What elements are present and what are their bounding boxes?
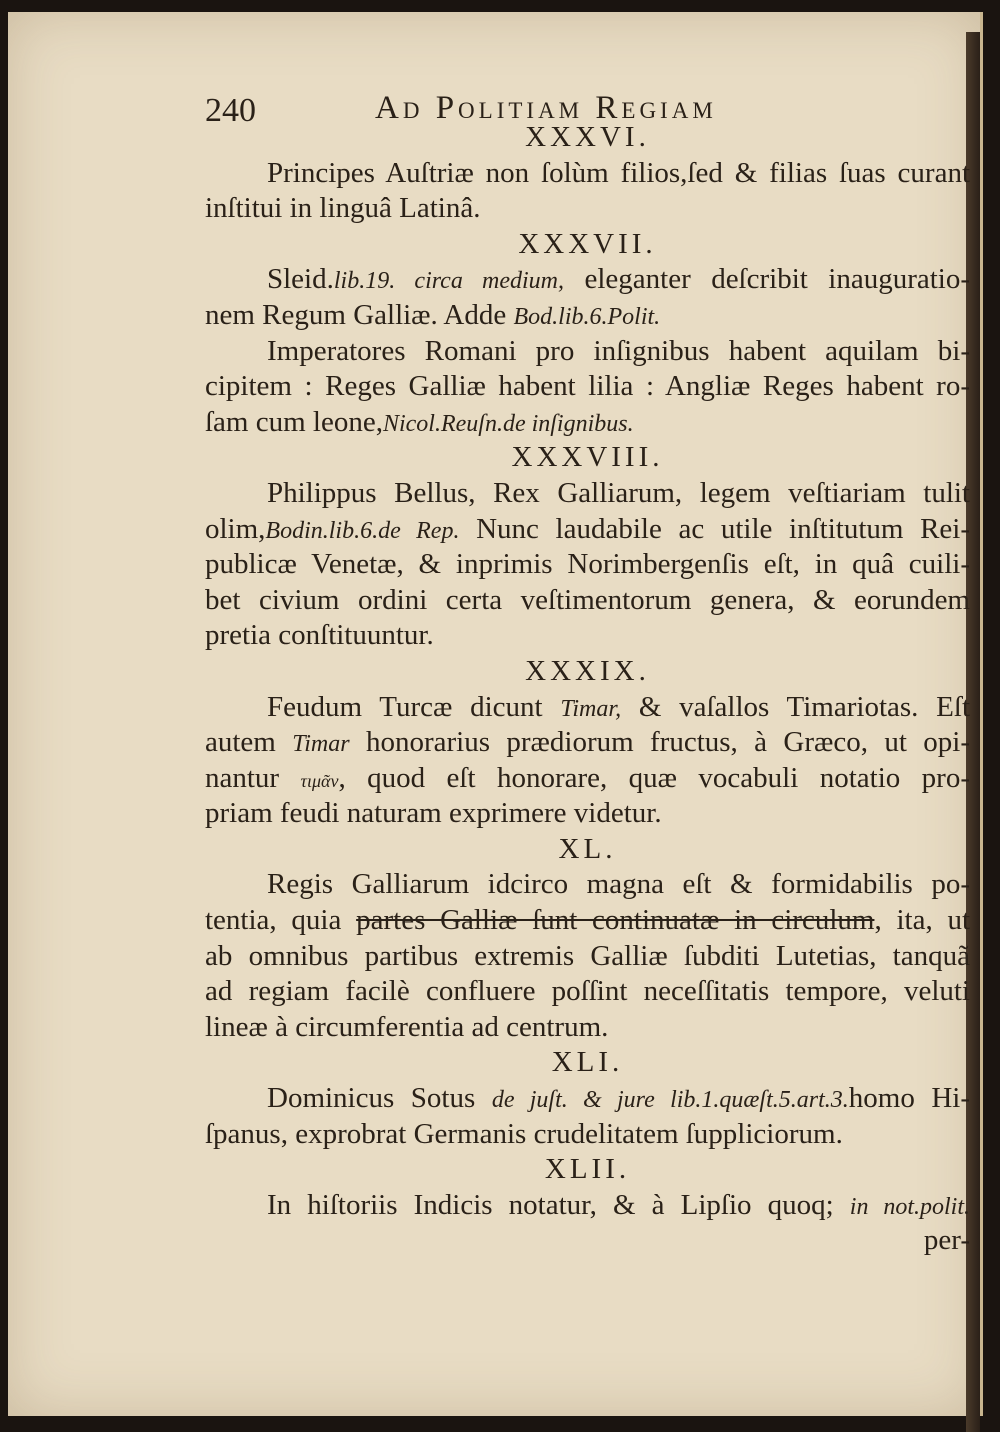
text-span: & vaſallos Timariotas. Eſt (621, 690, 971, 723)
text-span: honorarius prædiorum fructus, à Græco, ut opi- (349, 726, 970, 759)
catchword: per- (923, 1224, 970, 1257)
text-line (205, 405, 970, 441)
text-line: publicæ Venetæ, & inprimis Norimbergenſis eſt, in quâ cuili- (205, 548, 970, 581)
text-span: ſam cum leone, (205, 405, 383, 438)
section-heading: XL. (558, 832, 617, 865)
text-line: Imperatores Romani pro inſignibus habent aquilam bi- (267, 334, 970, 367)
term: Timar (292, 731, 350, 758)
text-span: nantur (205, 761, 301, 794)
text-line: ab omnibus partibus extremis Galliæ ſubditi Lutetias, tanquã (205, 939, 970, 972)
text-line (205, 298, 970, 334)
text-line (205, 1081, 970, 1117)
section-heading: XXXVIII. (511, 441, 664, 474)
text-line: cipitem : Reges Galliæ habent lilia : Angliæ Reges habent ro- (205, 370, 970, 403)
text-line (205, 512, 970, 548)
text-line (205, 262, 970, 298)
text-line (205, 1188, 970, 1224)
text-span: Dominicus Sotus (267, 1082, 492, 1115)
text-span: autem (205, 726, 293, 759)
citation: Bod.lib.6.Polit. (513, 303, 661, 330)
text-line (205, 725, 970, 761)
text-line: priam feudi naturam exprimere videtur. (205, 797, 662, 830)
text-line: bet civium ordini certa veſtimentorum genera, & eorundem (205, 583, 970, 616)
citation: in not.polit. (849, 1193, 970, 1220)
running-title: Ad Politiam Regiam (375, 90, 717, 126)
text-span: Sleid. (267, 263, 334, 296)
text-span: In hiſtoriis Indicis notatur, & à Lipſio quoq; (267, 1188, 850, 1221)
section-heading: XLII. (544, 1153, 631, 1186)
text-span: nem Regum Galliæ. Adde (205, 298, 514, 331)
text-line: ad regiam facilè confluere poſſint neceſſitatis tempore, veluti (205, 975, 970, 1008)
text-line: Regis Galliarum idcirco magna eſt & formidabilis po- (267, 868, 970, 901)
section-heading: XXXIX. (525, 654, 650, 687)
text-span: , quod eſt honorare, quæ vocabuli notatio pro- (338, 761, 970, 794)
text-line: Philippus Bellus, Rex Galliarum, legem veſtiariam tulit (267, 476, 970, 509)
section-heading: XXXVI. (525, 121, 650, 153)
section-heading: XLI. (551, 1046, 624, 1079)
greek-word: τιμᾶν (300, 770, 339, 791)
text-span: tentia, quia (205, 904, 357, 937)
page-number: 240 (205, 92, 256, 129)
text-span: olim, (205, 512, 266, 545)
text-span: Feudum Turcæ dicunt (267, 690, 561, 723)
text-line: inſtitui in linguâ Latinâ. (205, 192, 481, 225)
text-line: lineæ à circumferentia ad centrum. (205, 1010, 609, 1043)
section-heading: XXXVII. (518, 227, 657, 260)
text-line (205, 690, 970, 726)
citation: de juſt. & jure lib.1.quæſt.5.art.3. (491, 1087, 849, 1114)
text-line: Principes Auſtriæ non ſolùm filios,ſed & filias ſuas curant (267, 156, 970, 189)
body-text (205, 120, 970, 1259)
citation: Bodin.lib.6.de Rep. (265, 517, 460, 544)
term: Timar, (560, 695, 622, 722)
text-line (205, 761, 970, 797)
text-span: Nunc laudabile ac utile inſtitutum Rei- (459, 512, 970, 545)
text-span: homo Hi- (848, 1082, 971, 1115)
text-line: ſpanus, exprobrat Germanis crudelitatem ſuppliciorum. (205, 1117, 843, 1150)
text-span: , ita, ut (874, 904, 971, 937)
citation: Nicol.Reuſn.de inſignibus. (382, 410, 634, 437)
text-line: pretia conſtituuntur. (205, 619, 434, 652)
citation: lib.19. circa medium, (333, 268, 565, 295)
text-line (205, 903, 970, 939)
struck-text: partes Galliæ ſunt continuatæ in circulum (356, 904, 875, 937)
text-span: eleganter deſcribit inauguratio- (564, 263, 970, 296)
